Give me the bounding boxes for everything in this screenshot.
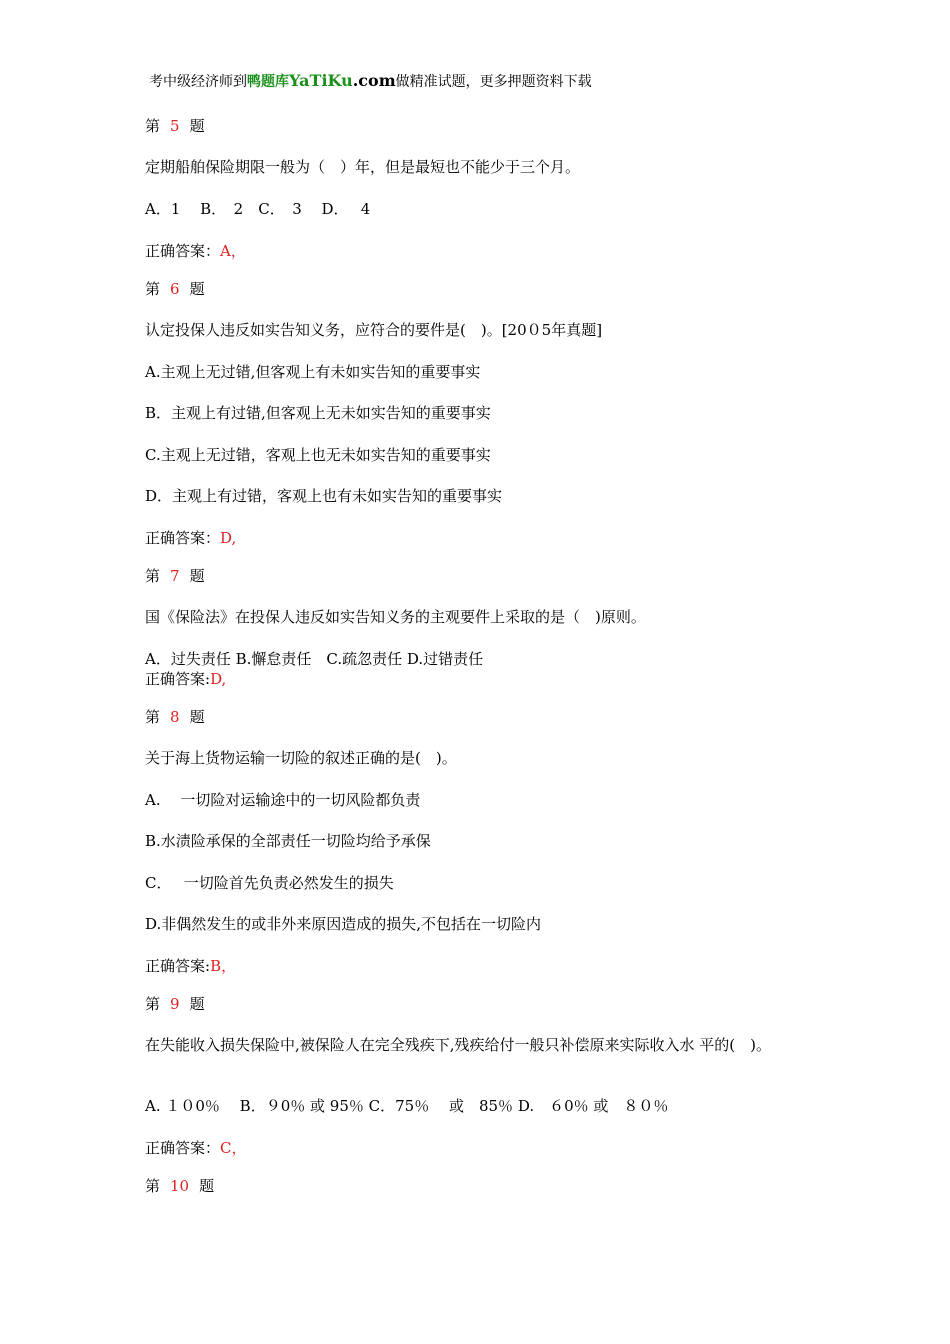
question-10-heading — [145, 1177, 214, 1195]
question-6-option-b: B．主观上有过错,但客观上无未如实告知的重要事实 — [145, 404, 491, 422]
page-header — [149, 72, 592, 91]
question-label-post: 题 — [189, 708, 205, 726]
header-site-tld: .com — [352, 71, 396, 90]
question-8-heading — [145, 708, 205, 726]
question-8-option-d: D.非偶然发生的或非外来原因造成的损失,不包括在一切险内 — [145, 915, 542, 933]
question-label-pre: 第 — [145, 995, 161, 1013]
answer-value: C， — [220, 1139, 247, 1157]
question-7-options: A．过失责任 B.懈怠责任 C.疏忽责任 D.过错责任 — [145, 650, 484, 668]
question-8-option-b: B.水渍险承保的全部责任一切险均给予承保 — [145, 832, 431, 850]
question-6-option-a: A.主观上无过错,但客观上有未如实告知的重要事实 — [145, 363, 481, 381]
question-5-heading — [145, 117, 205, 135]
question-7-stem: 国《保险法》在投保人违反如实告知义务的主观要件上采取的是（ )原则。 — [145, 608, 646, 626]
question-label-post: 题 — [189, 995, 205, 1013]
question-8-stem: 关于海上货物运输一切险的叙述正确的是( )。 — [145, 749, 457, 767]
answer-label: 正确答案： — [145, 1139, 221, 1157]
question-7-answer — [145, 670, 226, 688]
answer-value: B， — [210, 957, 237, 975]
question-6-stem: 认定投保人违反如实告知义务，应符合的要件是( )。[20０5年真题] — [145, 321, 603, 339]
question-number: 7 — [170, 567, 180, 585]
question-9-heading — [145, 995, 205, 1013]
header-brand: 鸭题库 — [247, 74, 289, 90]
question-6-answer — [145, 529, 236, 547]
question-6-heading — [145, 280, 205, 298]
question-number: 9 — [170, 995, 180, 1013]
answer-label: 正确答案： — [145, 529, 221, 547]
question-number: 10 — [170, 1177, 190, 1195]
answer-value: D, — [220, 529, 237, 547]
question-6-option-c: C.主观上无过错，客观上也无未如实告知的重要事实 — [145, 446, 491, 464]
question-9-answer — [145, 1139, 247, 1157]
answer-value: D, — [210, 670, 227, 688]
question-5-options: A．1 B． 2 C． 3 D． 4 — [145, 200, 371, 218]
header-prefix: 考中级经济师到 — [149, 74, 247, 90]
question-label-pre: 第 — [145, 1177, 161, 1195]
question-number: 6 — [170, 280, 180, 298]
question-label-post: 题 — [199, 1177, 215, 1195]
question-8-option-c: C． 一切险首先负责必然发生的损失 — [145, 874, 394, 892]
question-number: 5 — [170, 117, 180, 135]
header-site-name: YaTiKu — [289, 71, 353, 90]
question-label-post: 题 — [189, 117, 205, 135]
question-label-pre: 第 — [145, 280, 161, 298]
question-label-post: 题 — [189, 567, 205, 585]
answer-label: 正确答案： — [145, 242, 221, 260]
question-8-answer — [145, 957, 236, 975]
answer-label: 正确答案: — [145, 670, 211, 688]
question-label-pre: 第 — [145, 567, 161, 585]
answer-value: A， — [220, 242, 246, 260]
question-label-post: 题 — [189, 280, 205, 298]
question-label-pre: 第 — [145, 708, 161, 726]
question-label-pre: 第 — [145, 117, 161, 135]
answer-label: 正确答案: — [145, 957, 211, 975]
question-6-option-d: D．主观上有过错，客观上也有未如实告知的重要事实 — [145, 487, 503, 505]
question-8-option-a: A. 一切险对运输途中的一切风险都负责 — [145, 791, 421, 809]
question-7-heading — [145, 567, 205, 585]
question-5-answer — [145, 242, 246, 260]
question-number: 8 — [170, 708, 180, 726]
question-5-stem: 定期船舶保险期限一般为（ ）年，但是最短也不能少于三个月。 — [145, 158, 581, 176]
header-suffix: 做精准试题，更多押题资料下载 — [395, 74, 592, 90]
question-9-options: A. １０0％ B．９0％ 或 95％ C．75％ 或 85％ D. ６0％ 或 ８０％ — [145, 1097, 669, 1115]
question-9-stem: 在失能收入损失保险中,被保险人在完全残疾下,残疾给付一般只补偿原来实际收入水 平的( )。 — [145, 1036, 772, 1054]
